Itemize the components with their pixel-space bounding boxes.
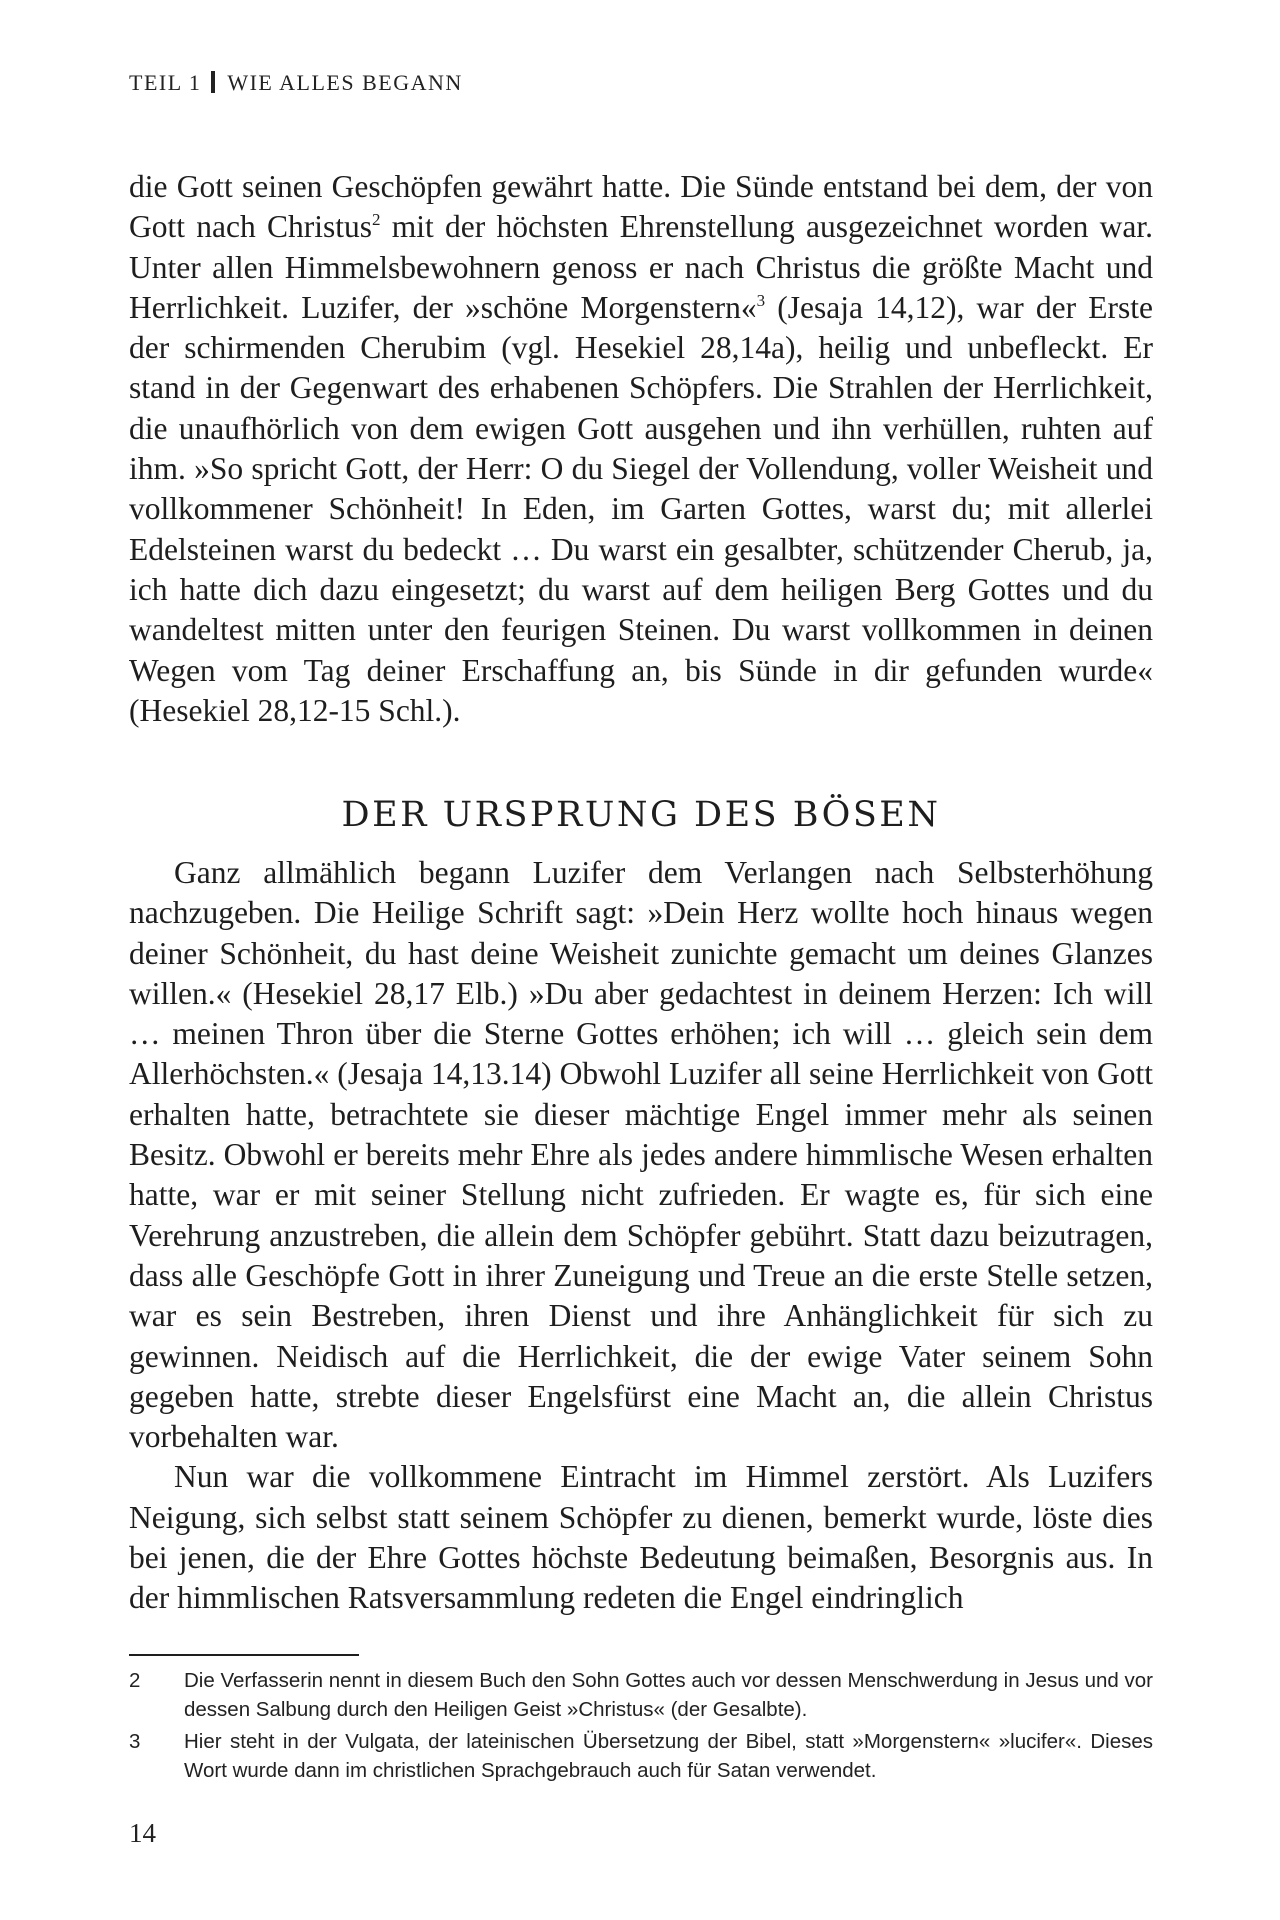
footnote-number: 2: [129, 1669, 141, 1692]
body-text-top: [129, 167, 1153, 731]
footnote-3: [129, 1727, 1153, 1785]
footnote-text: Hier steht in der Vulgata, der lateinischen Übersetzung der Bibel, statt »Morgenstern« »lucifer«. Dieses Wort wurde dann im christlichen Sprachgebrauch auch für Satan verwendet.: [184, 1730, 1153, 1782]
footnote-2: [129, 1666, 1153, 1724]
footnote-divider: [129, 1654, 359, 1656]
paragraph-text: die Gott seinen Geschöpfen gewährt hatte. Die Sünde entstand bei dem, der von Gott nach Christus: [129, 169, 1153, 245]
footnote-ref-3[interactable]: 3: [756, 290, 766, 310]
body-text-section: [129, 853, 1153, 1619]
paragraph: Ganz allmählich begann Luzifer dem Verlangen nach Selbsterhöhung nachzugeben. Die Heilige Schrift sagt: »Dein Herz wollte hoch hinaus wegen deiner Schönheit, du hast deine Weisheit zunichte gemacht um deines Glanzes willen.« (Hesekiel 28,17 Elb.) »Du aber gedachtest in deinem Herzen: Ich will … meinen Thron über die Sterne Gottes erhöhen; ich will … gleich sein dem Allerhöchsten.« (Jesaja 14,13.14) Obwohl Luzifer all seine Herrlichkeit von Gott erhalten hatte, betrachtete sie dieser mächtige Engel immer mehr als seinen Besitz. Obwohl er bereits mehr Ehre als jedes andere himmlische Wesen erhalten hatte, war er mit seiner Stellung nicht zufrieden. Er wagte es, für sich eine Verehrung anzustreben, die allein dem Schöpfer gebührt. Statt dazu beizutragen, dass alle Geschöpfe Gott in ihrer Zuneigung und Treue an die erste Stelle setzen, war es sein Bestreben, ihren Dienst und ihre Anhänglichkeit für sich zu gewinnen. Neidisch auf die Herrlichkeit, die der ewige Vater seinem Sohn gegeben hatte, strebte dieser Engelsfürst eine Macht an, die allein Christus vorbehalten war.: [129, 855, 1153, 1455]
footnote-text: Die Verfasserin nennt in diesem Buch den Sohn Gottes auch vor dessen Menschwerdung in Jesus und vor dessen Salbung durch den Heiligen Geist »Christus« (der Gesalbte).: [184, 1669, 1153, 1721]
header-part: TEIL 1: [129, 70, 202, 95]
paragraph-continued: [129, 167, 1153, 731]
footnote-number: 3: [129, 1730, 141, 1753]
paragraph-text: (Jesaja 14,12), war der Erste der schirmenden Cherubim (vgl. Hesekiel 28,14a), heilig und unbefleckt. Er stand in der Gegenwart des erhabenen Schöpfers. Die Strahlen der Herrlichkeit, die unaufhörlich von dem ewigen Gott ausgehen und ihn verhüllen, ruhten auf ihm. »So spricht Gott, der Herr: O du Siegel der Vollendung, voller Weisheit und vollkommener Schönheit! In Eden, im Garten Gottes, warst du; mit allerlei Edelsteinen warst du bedeckt … Du warst ein gesalbter, schützender Cherub, ja, ich hatte dich dazu eingesetzt; du warst auf dem heiligen Berg Gottes und du wandeltest mitten unter den feurigen Steinen. Du warst vollkommen in deinen Wegen vom Tag deiner Erschaffung an, bis Sünde in dir gefunden wurde« (Hesekiel 28,12-15 Schl.).: [129, 289, 1154, 728]
header-separator: [211, 71, 215, 93]
paragraph-text: mit der höchsten Ehrenstellung ausgezeichnet worden war. Unter allen Himmelsbewohnern genoss er nach Christus die größte Macht und Herrlichkeit. Luzifer, der »schöne Morgenstern«: [129, 209, 1153, 325]
footnote-ref-2[interactable]: 2: [372, 210, 381, 230]
section-heading: DER URSPRUNG DES BÖSEN: [341, 795, 941, 835]
footnotes: [129, 1666, 1153, 1788]
paragraph: Nun war die vollkommene Eintracht im Himmel zerstört. Als Luzifers Neigung, sich selbst statt seinem Schöpfer zu dienen, bemerkt wurde, löste dies bei jenen, die der Ehre Gottes höchste Bedeutung beimaßen, Besorgnis aus. In der himmlischen Ratsversammlung redeten die Engel eindringlich: [129, 1459, 1153, 1616]
running-header: [129, 70, 463, 96]
page-number: 14: [129, 1818, 156, 1848]
header-chapter: WIE ALLES BEGANN: [227, 70, 463, 95]
